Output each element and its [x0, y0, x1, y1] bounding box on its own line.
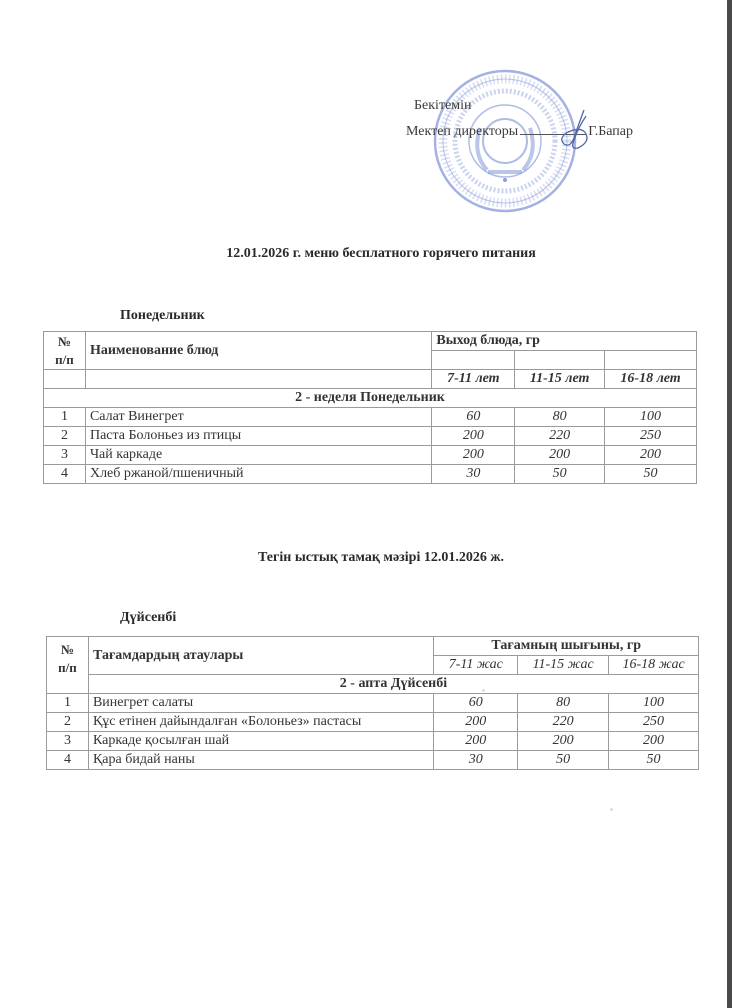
output-header: Выход блюда, гр	[432, 332, 697, 351]
section-row: 2 - апта Дүйсенбі	[88, 675, 698, 694]
table-row: 1 Винегрет салаты 60 80 100	[47, 694, 699, 713]
director-name: Г.Бапар	[588, 124, 634, 139]
num-header: № п/п	[44, 332, 86, 370]
age-group-header: 16-18 лет	[605, 370, 697, 389]
table-row: 4 Қара бидай наны 30 50 50	[47, 751, 699, 770]
table-row: 2 Құс етінен дайындалған «Болоньез» пастасы 200 220 250	[47, 713, 699, 732]
table-row: 1 Салат Винегрет 60 80 100	[44, 408, 697, 427]
section-row: 2 - неделя Понедельник	[44, 389, 697, 408]
table-row: 4 Хлеб ржаной/пшеничный 30 50 50	[44, 465, 697, 484]
table-row: 3 Чай каркаде 200 200 200	[44, 446, 697, 465]
kazakh-menu-table	[46, 636, 699, 770]
signature-icon	[556, 108, 606, 154]
name-header: Тағамдардың атаулары	[88, 637, 433, 675]
table-row: 3 Каркаде қосылған шай 200 200 200	[47, 732, 699, 751]
age-group-header: 16-18 жас	[609, 656, 699, 675]
scan-speck	[482, 689, 485, 692]
kazakh-day-label: Дүйсенбі	[120, 610, 177, 625]
approval-label: Бекітемін	[414, 98, 472, 113]
output-header: Тағамның шығыны, гр	[434, 637, 699, 656]
russian-menu-table	[43, 331, 697, 484]
kazakh-title: Тегін ыстық тамақ мәзірі 12.01.2026 ж.	[258, 550, 504, 565]
russian-day-label: Понедельник	[120, 308, 205, 323]
table-row: 2 Паста Болоньез из птицы 200 220 250	[44, 427, 697, 446]
age-group-header: 7-11 жас	[434, 656, 518, 675]
age-group-header: 7-11 лет	[432, 370, 515, 389]
scan-speck	[610, 808, 613, 811]
age-group-header: 11-15 лет	[515, 370, 605, 389]
num-header: № п/п	[47, 637, 89, 694]
age-group-header: 11-15 жас	[518, 656, 609, 675]
russian-title: 12.01.2026 г. меню бесплатного горячего питания	[226, 246, 536, 261]
name-header: Наименование блюд	[85, 332, 431, 370]
scanner-edge	[727, 0, 732, 1008]
director-title: Мектеп директоры	[406, 124, 519, 139]
